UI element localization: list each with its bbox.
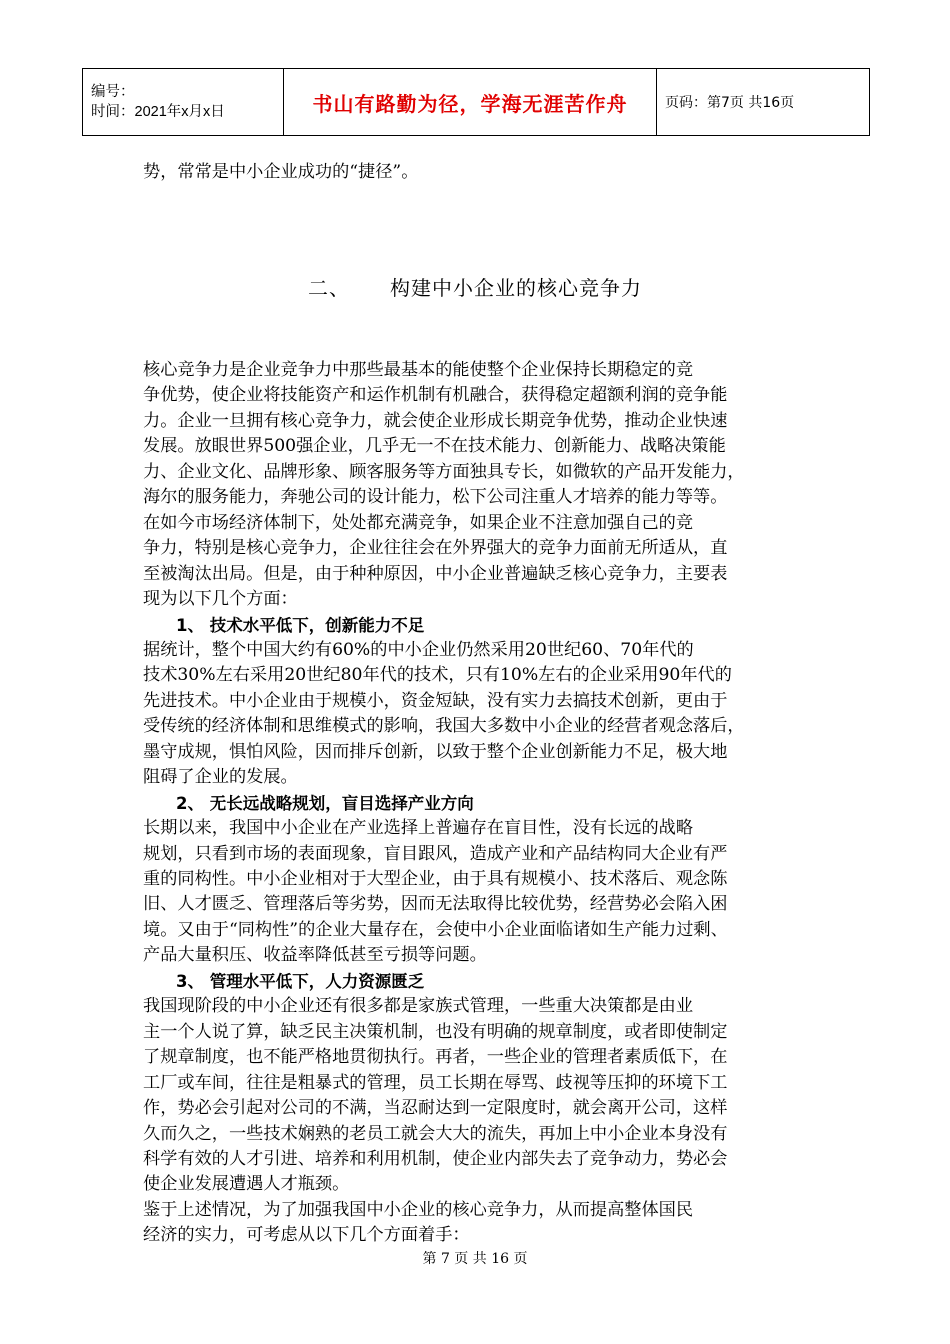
page-footer: 第 7 页 共 16 页 (422, 1251, 528, 1267)
paragraph-line: 工厂或车间，往往是粗暴式的管理，员工长期在辱骂、歧视等压抑的环境下工 (143, 1072, 728, 1093)
subheading: 2、 无长远战略规划，盲目选择产业方向 (176, 793, 474, 813)
paragraph-line: 发展。放眼世界500强企业，几乎无一不在技术能力、创新能力、战略决策能 (143, 436, 726, 457)
paragraph-line: 重的同构性。中小企业相对于大型企业，由于具有规模小、技术落后、观念陈 (143, 869, 728, 889)
section-title-text: 构建中小企业的核心竞争力 (390, 276, 642, 300)
section-number: 二、 (308, 276, 350, 300)
page-header (82, 68, 870, 136)
time-label: 时间：2021年x月x日 (91, 104, 225, 120)
paragraph-line: 争力，特别是核心竞争力，企业往往会在外界强大的竞争力面前无所适从，直 (143, 538, 728, 559)
header-page-info: 页码：第7页 共16页 (657, 69, 870, 136)
paragraph-line: 在如今市场经济体制下，处处都充满竞争，如果企业不注意加强自己的竞 (143, 512, 694, 533)
paragraph-line: 产品大量积压、收益率降低甚至亏损等问题。 (143, 945, 487, 966)
paragraph-line: 先进技术。中小企业由于规模小，资金短缺，没有实力去搞技术创新，更由于 (143, 690, 728, 711)
header-meta (83, 69, 284, 136)
section-title (0, 272, 950, 301)
paragraph-line: 据统计，整个中国大约有60%的中小企业仍然采用20世纪60、70年代的 (143, 640, 694, 660)
paragraph-line: 至被淘汰出局。但是，由于种种原因，中小企业普遍缺乏核心竞争力，主要表 (143, 563, 728, 584)
paragraph-line: 鉴于上述情况，为了加强我国中小企业的核心竞争力，从而提高整体国民 (143, 1199, 694, 1220)
paragraph-line: 作，势必会引起对公司的不满，当忍耐达到一定限度时，就会离开公司，这样 (143, 1098, 728, 1118)
paragraph-line: 经济的实力，可考虑从以下几个方面着手： (143, 1225, 470, 1246)
paragraph-line: 境。又由于“同构性”的企业大量存在，会使中小企业面临诸如生产能力过剩、 (143, 919, 728, 940)
number-label: 编号： (91, 84, 135, 100)
paragraph-line: 墨守成规，惧怕风险，因而排斥创新，以致于整个企业创新能力不足，极大地 (143, 741, 728, 762)
paragraph-line: 规划，只看到市场的表面现象，盲目跟风，造成产业和产品结构同大企业有严 (143, 843, 728, 864)
header-motto: 书山有路勤为径，学海无涯苦作舟 (284, 69, 657, 136)
paragraph-line: 科学有效的人才引进、培养和利用机制，使企业内部失去了竞争动力，势必会 (143, 1148, 728, 1169)
paragraph-line: 主一个人说了算，缺乏民主决策机制，也没有明确的规章制度，或者即使制定 (143, 1021, 728, 1042)
paragraph-line: 久而久之，一些技术娴熟的老员工就会大大的流失，再加上中小企业本身没有 (143, 1123, 728, 1144)
subheading: 1、 技术水平低下，创新能力不足 (176, 615, 425, 635)
paragraph-line: 了规章制度，也不能严格地贯彻执行。再者，一些企业的管理者素质低下，在 (143, 1047, 728, 1068)
paragraph-line: 旧、人才匮乏、管理落后等劣势，因而无法取得比较优势，经营势必会陷入困 (143, 894, 728, 915)
paragraph-line: 现为以下几个方面： (143, 589, 298, 609)
paragraph-line: 技术30%左右采用20世纪80年代的技术，只有10%左右的企业采用90年代的 (143, 665, 732, 686)
paragraph-line: 力。企业一旦拥有核心竞争力，就会使企业形成长期竞争优势，推动企业快速 (143, 410, 728, 431)
paragraph-line: 争优势，使企业将技能资产和运作机制有机融合，获得稳定超额利润的竞争能 (143, 385, 728, 406)
paragraph-line: 我国现阶段的中小企业还有很多都是家族式管理，一些重大决策都是由业 (143, 996, 694, 1017)
paragraph-line: 海尔的服务能力，奔驰公司的设计能力，松下公司注重人才培养的能力等等。 (143, 487, 728, 508)
paragraph-line: 长期以来，我国中小企业在产业选择上普遍存在盲目性，没有长远的战略 (143, 818, 694, 839)
paragraph-line: 使企业发展遭遇人才瓶颈。 (143, 1174, 350, 1195)
paragraph-line: 核心竞争力是企业竞争力中那些最基本的能使整个企业保持长期稳定的竞 (143, 360, 694, 380)
subheading: 3、 管理水平低下，人力资源匮乏 (176, 971, 425, 991)
intro-line: 势，常常是中小企业成功的“捷径”。 (143, 162, 419, 182)
paragraph-line: 阻碍了企业的发展。 (143, 767, 298, 788)
paragraph-line: 力、企业文化、品牌形象、顾客服务等方面独具专长，如微软的产品开发能力， (143, 461, 745, 482)
paragraph-line: 受传统的经济体制和思维模式的影响，我国大多数中小企业的经营者观念落后， (143, 716, 745, 737)
